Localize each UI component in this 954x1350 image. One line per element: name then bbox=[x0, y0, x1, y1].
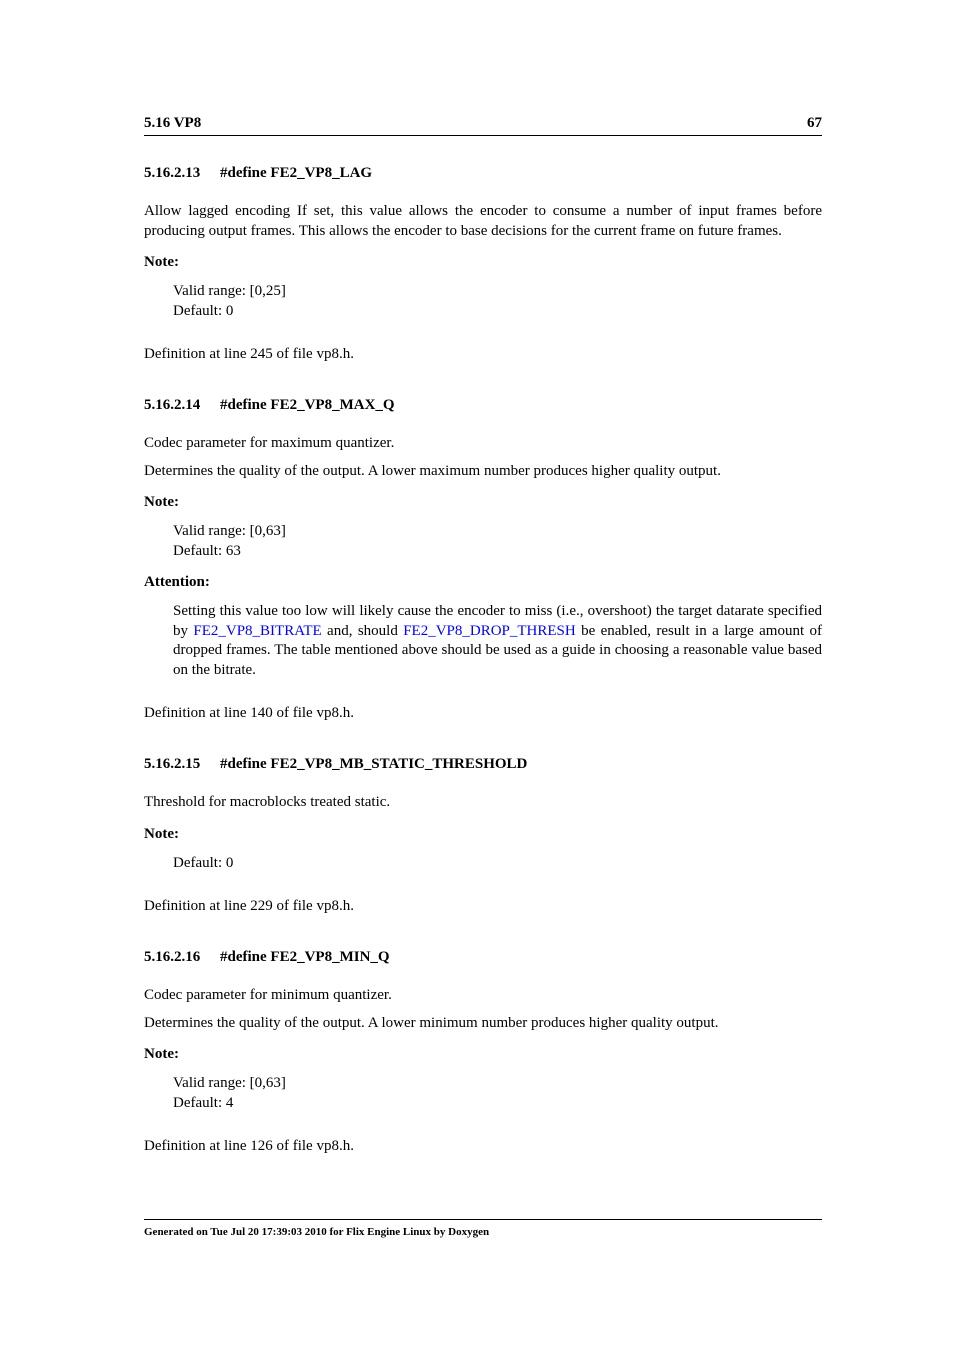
section-fe2-vp8-max-q bbox=[144, 396, 822, 723]
link-fe2-vp8-drop-thresh[interactable]: FE2_VP8_DROP_THRESH bbox=[403, 622, 576, 639]
note-line: Default: 0 bbox=[173, 302, 234, 319]
section-number: 5.16.2.15 bbox=[144, 756, 201, 772]
section-heading bbox=[144, 164, 822, 182]
section-fe2-vp8-lag bbox=[144, 164, 822, 364]
section-heading bbox=[144, 948, 822, 966]
note-line: Valid range: [0,63] bbox=[173, 523, 286, 539]
note-line: Default: 63 bbox=[173, 542, 241, 559]
section-heading bbox=[144, 396, 822, 414]
header-page-number: 67 bbox=[807, 115, 822, 131]
attention-text: Setting this value too low will likely cause the encoder to miss (i.e., overshoot) the target datarate specified by bbox=[173, 603, 822, 639]
note-label: Note: bbox=[144, 1046, 179, 1062]
document-page bbox=[144, 0, 822, 1350]
attention-body bbox=[173, 602, 822, 680]
description-paragraph: Threshold for macroblocks treated static. bbox=[144, 794, 391, 810]
footer-text: Generated on Tue Jul 20 17:39:03 2010 for Flix Engine Linux by Doxygen bbox=[144, 1226, 490, 1238]
running-footer bbox=[144, 1219, 822, 1239]
section-title: #define FE2_VP8_MB_STATIC_THRESHOLD bbox=[220, 756, 528, 772]
section-fe2-vp8-mb-static-threshold bbox=[144, 755, 822, 916]
description-paragraph: Determines the quality of the output. A lower minimum number produces higher quality output. bbox=[144, 1014, 719, 1031]
section-number: 5.16.2.14 bbox=[144, 397, 201, 413]
note-body bbox=[173, 854, 822, 874]
attention-label: Attention: bbox=[144, 574, 210, 590]
note-line: Valid range: [0,63] bbox=[173, 1075, 286, 1091]
definition-line: Definition at line 245 of file vp8.h. bbox=[144, 346, 354, 362]
section-heading bbox=[144, 755, 822, 773]
page-content bbox=[144, 164, 822, 1188]
header-section-title: 5.16 VP8 bbox=[144, 115, 202, 131]
section-number: 5.16.2.16 bbox=[144, 949, 201, 965]
note-line: Valid range: [0,25] bbox=[173, 283, 286, 299]
note-label: Note: bbox=[144, 494, 179, 510]
note-line: Default: 4 bbox=[173, 1094, 234, 1111]
note-body bbox=[173, 1074, 822, 1113]
definition-line: Definition at line 140 of file vp8.h. bbox=[144, 705, 354, 721]
section-number: 5.16.2.13 bbox=[144, 165, 201, 181]
note-label: Note: bbox=[144, 254, 179, 270]
section-fe2-vp8-min-q bbox=[144, 948, 822, 1156]
definition-line: Definition at line 229 of file vp8.h. bbox=[144, 898, 354, 914]
description-paragraph: Codec parameter for maximum quantizer. bbox=[144, 435, 395, 451]
description-paragraph: Allow lagged encoding If set, this value allows the encoder to consume a number of input frames before producing output frames. This allows the encoder to base decisions for the current frame on future frames. bbox=[144, 203, 822, 239]
note-line: Default: 0 bbox=[173, 854, 234, 871]
definition-line: Definition at line 126 of file vp8.h. bbox=[144, 1138, 354, 1154]
description-paragraph: Determines the quality of the output. A lower maximum number produces higher quality output. bbox=[144, 462, 721, 479]
attention-text: and, should bbox=[321, 622, 404, 639]
attention-text: be enabled, result in a large amount of dropped frames. The table mentioned above should be used as a guide in choosing a reasonable value based on the bitrate. bbox=[173, 622, 822, 678]
note-label: Note: bbox=[144, 825, 179, 842]
link-fe2-vp8-bitrate[interactable]: FE2_VP8_BITRATE bbox=[193, 622, 322, 639]
section-title: #define FE2_VP8_MAX_Q bbox=[220, 397, 395, 413]
note-body bbox=[173, 282, 822, 321]
running-header bbox=[144, 114, 822, 136]
section-title: #define FE2_VP8_MIN_Q bbox=[220, 949, 390, 965]
description-paragraph: Codec parameter for minimum quantizer. bbox=[144, 987, 392, 1003]
note-body bbox=[173, 522, 822, 561]
section-title: #define FE2_VP8_LAG bbox=[220, 165, 373, 181]
